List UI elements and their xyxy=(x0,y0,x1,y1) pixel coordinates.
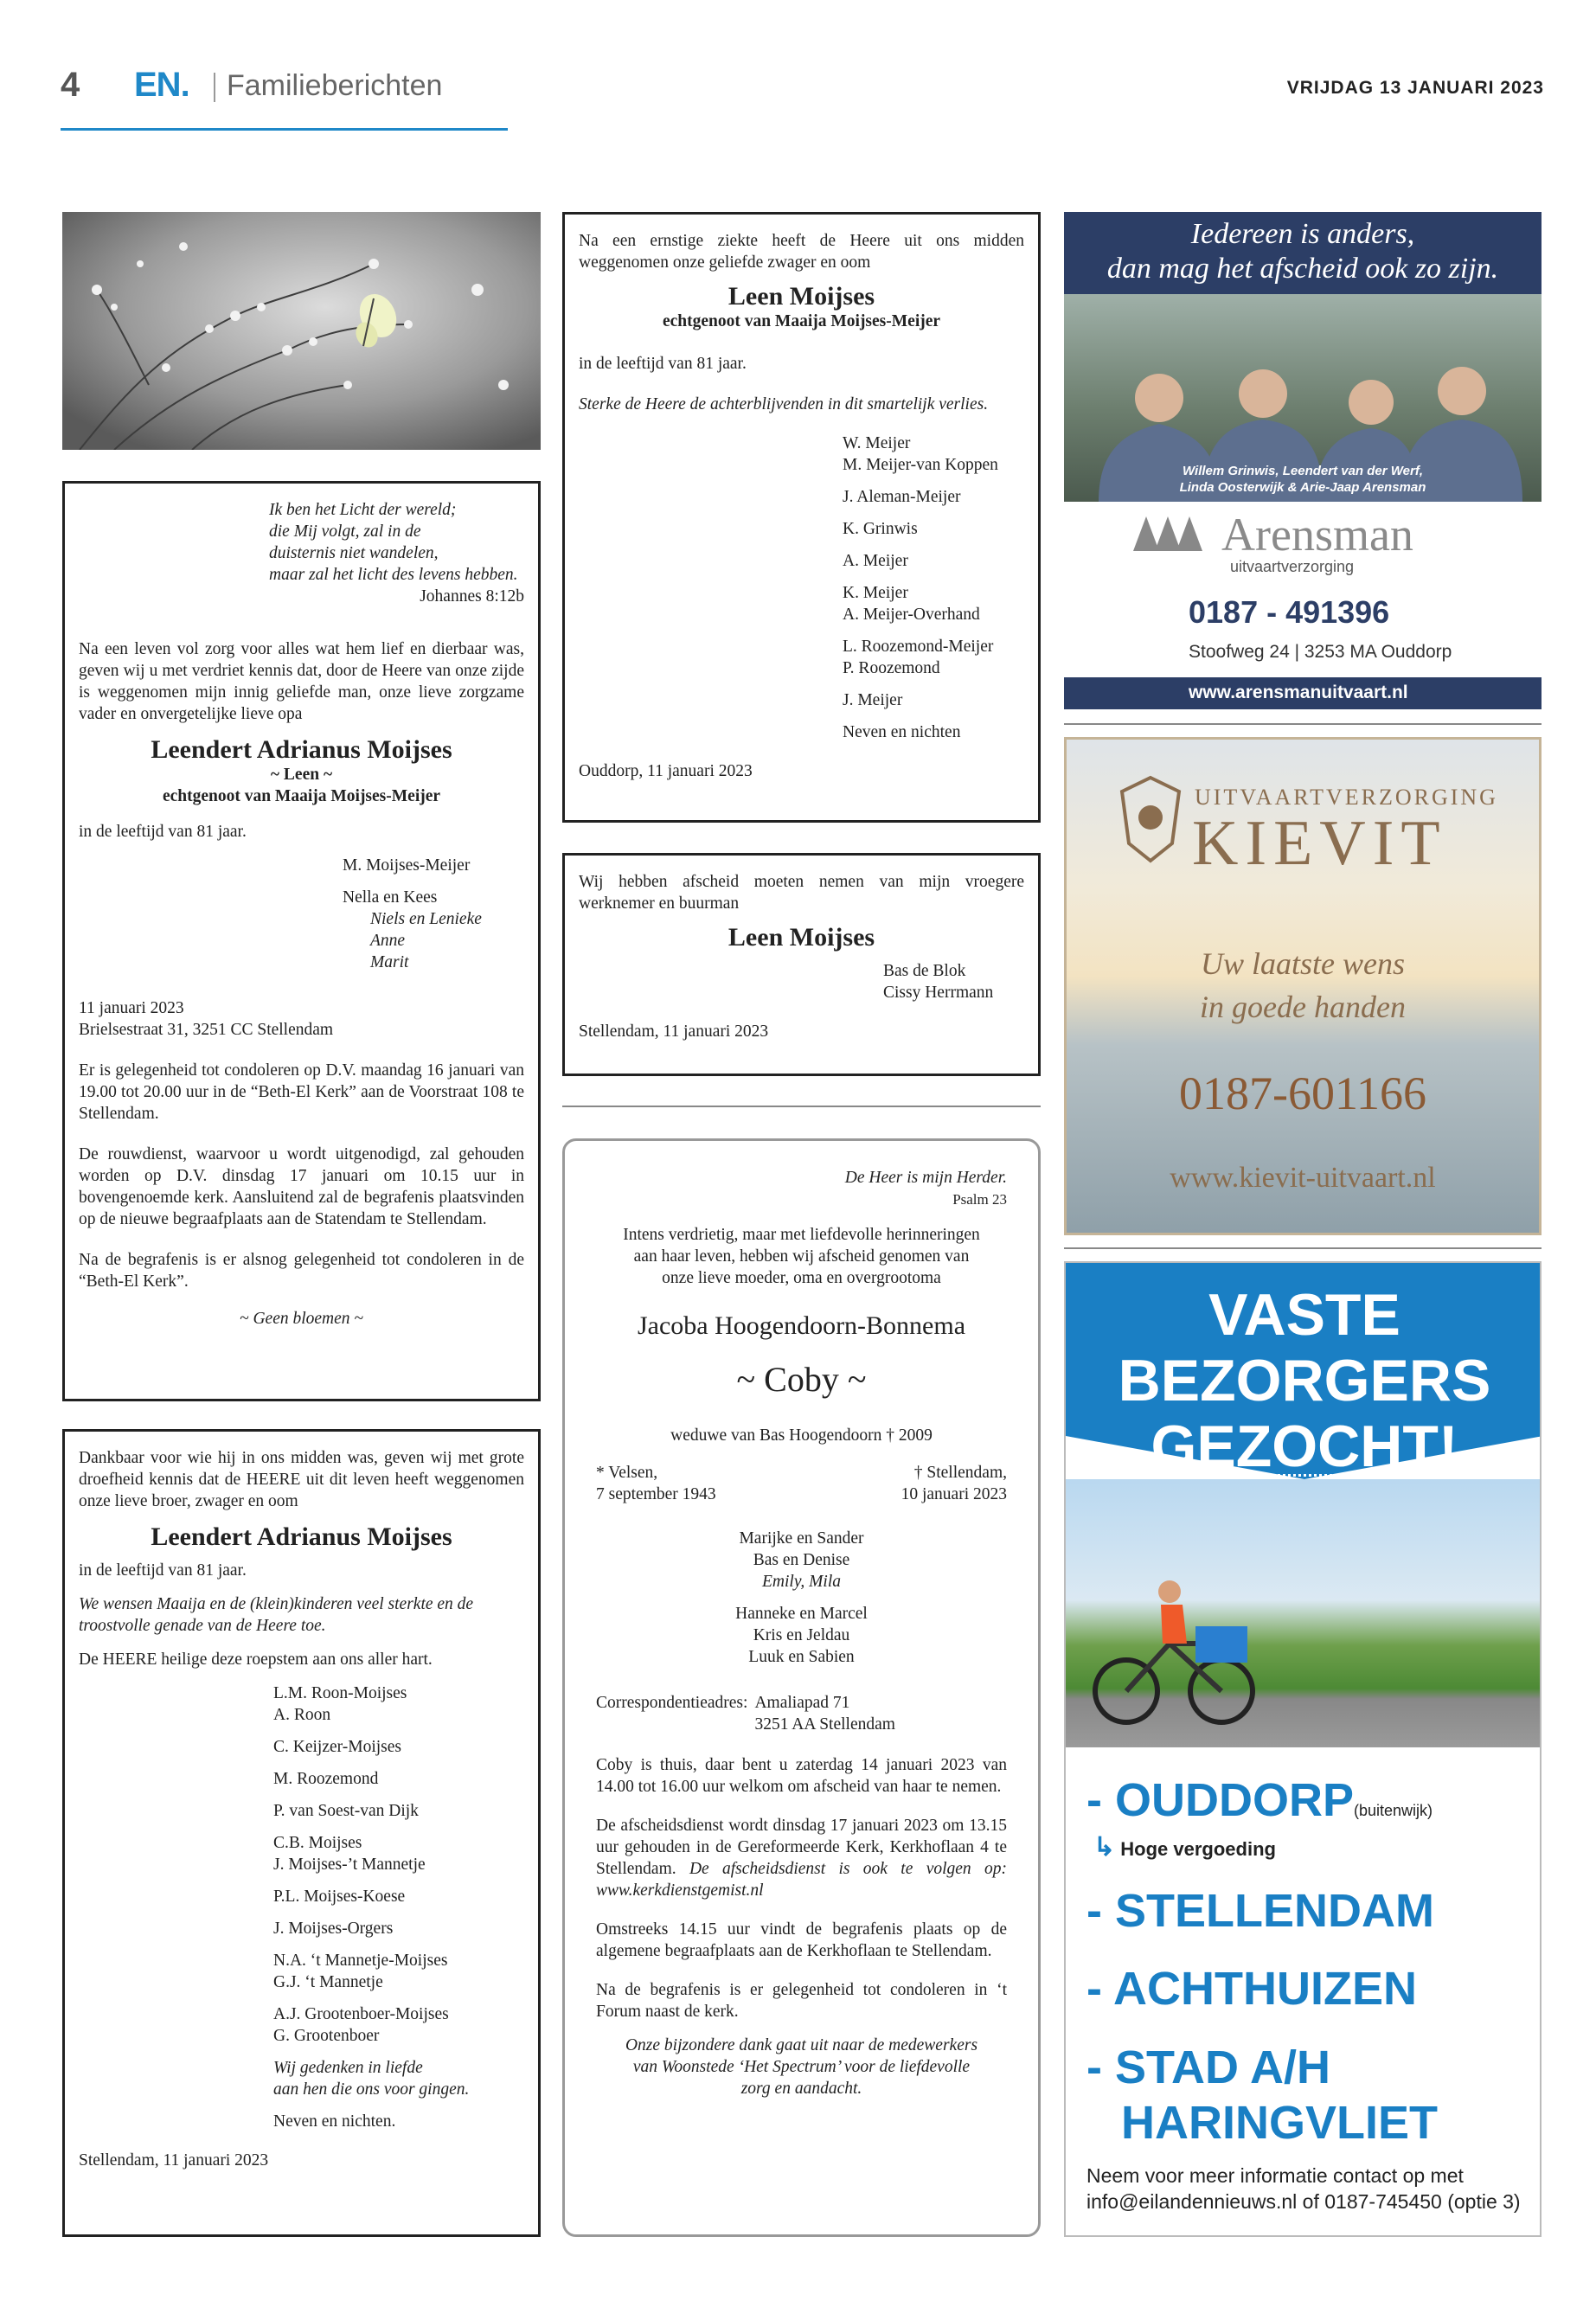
deceased-name: Leen Moijses xyxy=(727,282,875,311)
family-member: Luuk en Sabien xyxy=(748,1648,855,1666)
arensman-phone[interactable]: 0187 - 491396 xyxy=(1189,594,1390,630)
family-member: K. Grinwis xyxy=(843,520,918,538)
grandchild: Emily, Mila xyxy=(762,1573,841,1591)
deceased-age: in de leeftijd van 81 jaar. xyxy=(579,355,747,373)
family-group: N.A. ‘t Mannetje-Moijses G.J. ‘t Mannetje xyxy=(273,1952,448,1991)
death-notice-inlaws xyxy=(562,212,1041,823)
signer: Bas de Blok xyxy=(883,962,966,980)
deceased-age: in de leeftijd van 81 jaar. xyxy=(79,823,247,841)
family-member: A. Meijer xyxy=(843,552,908,570)
family-member: M. Moijses-Meijer xyxy=(343,856,471,875)
grandchild: Niels en Lenieke xyxy=(370,910,482,928)
correspondence-address: Correspondentieadres: Amaliapad 71 3251 AA Stellendam xyxy=(596,1694,895,1734)
deceased-nickname: ~ Coby ~ xyxy=(736,1360,867,1399)
after-funeral-info: Na de begrafenis is er gelegenheid tot condoleren in ‘t Forum naast de kerk. xyxy=(596,1981,1007,2021)
kievit-brand: KIEVIT xyxy=(1192,808,1447,879)
family-member: C. Keijzer-Moijses xyxy=(273,1738,401,1756)
family-list xyxy=(273,1682,524,2132)
location-achthuizen: - ACHTHUIZEN xyxy=(1086,1963,1417,2015)
location-stad-haringvliet: - STAD A/H HARINGVLIET xyxy=(1086,2041,1439,2149)
arrow-icon: ↳ xyxy=(1093,1833,1116,1862)
family-list xyxy=(343,855,524,973)
burial-info: Omstreeks 14.15 uur vindt de begrafenis plaats op de algemene begraafplaats aan de Kerkhoflaan te Stellendam. xyxy=(596,1920,1007,1960)
deceased-spouse: echtgenoot van Maaija Moijses-Meijer xyxy=(662,312,941,330)
family-member: Hanneke en Marcel xyxy=(735,1605,868,1623)
notice-intro: Dankbaar voor wie hij in ons midden was, geven wij met grote droefheid kennis dat de HEERE uit dit leven heeft weggenomen onze lieve broer, zwager en oom xyxy=(79,1449,524,1510)
condolence-wish: We wensen Maaija en de (klein)kinderen veel sterkte en de troostvolle genade van de Heere toe. xyxy=(79,1595,474,1635)
cyclist-photo xyxy=(1066,1479,1542,1747)
deceased-name: Leen Moijses xyxy=(727,923,875,952)
verse-line: Ik ben het Licht der wereld; xyxy=(269,501,457,519)
closing-line: De HEERE heilige deze roepstem aan ons aller hart. xyxy=(79,1650,433,1669)
deceased-spouse: echtgenoot van Maaija Moijses-Meijer xyxy=(162,787,441,805)
thanks-note: Onze bijzondere dank gaat uit naar de medewerkers van Woonstede ‘Het Spectrum’ voor de liefdevolle zorg en aandacht. xyxy=(625,2036,978,2098)
condolence-info: Er is gelegenheid tot condoleren op D.V. maandag 16 januari van 19.00 tot 20.00 uur in de “Beth-El Kerk” aan de Voorstraat 108 te Stellendam. xyxy=(79,1061,524,1123)
no-flowers-note: ~ Geen bloemen ~ xyxy=(240,1310,363,1328)
bible-verse xyxy=(269,499,524,586)
verse-reference: Johannes 8:12b xyxy=(420,587,524,606)
kievit-label: UITVAARTVERZORGING xyxy=(1195,785,1498,810)
deceased-name: Leendert Adrianus Moijses xyxy=(151,735,452,764)
condolence-wish: Sterke de Heere de achterblijvenden in dit smartelijk verlies. xyxy=(579,395,989,413)
family-member: J. Moijses-Orgers xyxy=(273,1920,394,1938)
location-ouddorp: - OUDDORP(buitenwijk) xyxy=(1086,1774,1433,1826)
family-member: P. van Soest-van Dijk xyxy=(273,1802,419,1820)
family-member: P.L. Moijses-Koese xyxy=(273,1888,406,1906)
verse-reference: Psalm 23 xyxy=(952,1191,1007,1208)
family-member: Neven en nichten. xyxy=(273,2112,396,2131)
death-notice-coby xyxy=(562,1138,1041,2237)
header-rule xyxy=(61,128,508,131)
arensman-logo-icon xyxy=(1133,516,1220,551)
family-group: L.M. Roon-Moijses A. Roon xyxy=(273,1684,407,1724)
service-info: De rouwdienst, waarvoor u wordt uitgenodigd, zal gehouden worden op D.V. dinsdag 17 januari om 10.15 uur in bovengenoemde kerk. Aansluitend zal de begrafenis plaatsvinden op de nieuwe begraafplaats aan de Statendam te Stellendam. xyxy=(79,1145,524,1228)
verse-line: maar zal het licht des levens hebben. xyxy=(269,566,518,584)
arensman-brand: Arensman xyxy=(1221,509,1413,561)
column-divider xyxy=(562,1106,1041,1107)
family-group: L. Roozemond-Meijer P. Roozemond xyxy=(843,638,994,677)
header-divider xyxy=(214,73,215,102)
family-member: Kris en Jeldau xyxy=(753,1626,850,1644)
arensman-url[interactable]: www.arensmanuitvaart.nl xyxy=(1189,683,1408,702)
family-member: M. Roozemond xyxy=(273,1770,379,1788)
life-dates xyxy=(596,1462,1007,1505)
signer: Cissy Herrmann xyxy=(883,984,994,1002)
widow-line: weduwe van Bas Hoogendoorn † 2009 xyxy=(670,1426,933,1445)
viewing-info: Coby is thuis, daar bent u zaterdag 14 januari 2023 van 14.00 tot 16.00 uur welkom om afscheid van haar te nemen. xyxy=(596,1756,1007,1796)
grandchild: Anne xyxy=(370,932,406,950)
arensman-brand-sub: uitvaartverzorging xyxy=(1230,558,1355,575)
notice-intro: Wij hebben afscheid moeten nemen van mijn vroegere werknemer en buurman xyxy=(579,873,1024,913)
deceased-name: Leendert Adrianus Moijses xyxy=(151,1522,452,1551)
notice-intro: Na een leven vol zorg voor alles wat hem lief en dierbaar was, geven wij u met verdriet kennis dat, door de Heere van onze zijde is weggenomen mijn innig geliefde man, onze lieve zorgzame vader en onvergetelijke lieve opa xyxy=(79,640,524,723)
birth-date: 7 september 1943 xyxy=(596,1485,716,1503)
signers xyxy=(883,960,1024,1003)
arensman-slogan: Iedereen is anders, dan mag het afscheid ook zo zijn. xyxy=(1106,218,1499,285)
ad-divider xyxy=(1064,1247,1542,1249)
place-date: Stellendam, 11 januari 2023 xyxy=(579,1022,769,1041)
place-date: Stellendam, 11 januari 2023 xyxy=(79,2151,269,2170)
deceased-age: in de leeftijd van 81 jaar. xyxy=(79,1561,247,1580)
death-notice-employer xyxy=(562,853,1041,1076)
newspaper-logo[interactable]: EN. xyxy=(134,66,189,104)
family-member: Neven en nichten xyxy=(843,723,961,741)
grandchild: Marit xyxy=(370,953,409,971)
ad-arensman[interactable] xyxy=(1064,212,1542,709)
family-member: Nella en Kees xyxy=(343,888,438,907)
bible-verse: De Heer is mijn Herder. xyxy=(844,1169,1007,1187)
kievit-slogan: Uw laatste wens in goede handen xyxy=(1200,946,1406,1024)
verse-line: duisternis niet wandelen, xyxy=(269,544,439,562)
page-number: 4 xyxy=(61,66,80,104)
family-list xyxy=(596,1528,1007,1668)
notice-date: 11 januari 2023 xyxy=(79,999,184,1017)
notice-intro: Intens verdrietig, maar met liefdevolle herinneringen aan haar leven, hebben wij afscheid genomen van onze lieve moeder, oma en overgrootoma xyxy=(623,1226,980,1287)
ad-delivery-recruitment[interactable] xyxy=(1064,1261,1542,2237)
deceased-nickname: ~ Leen ~ xyxy=(270,766,333,784)
kievit-phone[interactable]: 0187-601166 xyxy=(1179,1067,1426,1119)
death-notice-siblings xyxy=(62,1429,541,2237)
death-date: 10 januari 2023 xyxy=(901,1485,1007,1503)
family-member: Bas en Denise xyxy=(753,1551,850,1569)
service-info: De afscheidsdienst wordt dinsdag 17 januari 2023 om 13.15 uur gehouden in de Gereformeerde Kerk, Kerkhoflaan 4 te Stellendam. De afscheidsdienst is ook te volgen op: www.kerkdienstgemist.nl xyxy=(596,1817,1007,1900)
issue-date: VRIJDAG 13 JANUARI 2023 xyxy=(1286,78,1544,98)
location-stellendam: - STELLENDAM xyxy=(1086,1885,1434,1937)
arensman-address: Stoofweg 24 | 3253 MA Ouddorp xyxy=(1189,642,1452,662)
deceased-name: Jacoba Hoogendoorn-Bonnema xyxy=(637,1311,966,1340)
death-notice-family xyxy=(62,481,541,1401)
family-member: J. Aleman-Meijer xyxy=(843,488,961,506)
after-funeral-info: Na de begrafenis is er alsnog gelegenheid tot condoleren in de “Beth-El Kerk”. xyxy=(79,1251,524,1291)
birth-place: * Velsen, xyxy=(596,1464,658,1482)
verse-line: die Mij volgt, zal in de xyxy=(269,522,421,541)
place-date: Ouddorp, 11 januari 2023 xyxy=(579,762,753,780)
bezorgers-headline: VASTE BEZORGERS GEZOCHT! xyxy=(1118,1282,1491,1479)
ad-kievit[interactable] xyxy=(1064,737,1542,1235)
kievit-url[interactable]: www.kievit-uitvaart.nl xyxy=(1170,1162,1436,1194)
memorial-line: aan hen die ons voor gingen. xyxy=(273,2080,470,2099)
section-title: Familieberichten xyxy=(227,69,443,102)
family-list xyxy=(843,433,1024,743)
ad-divider xyxy=(1064,723,1542,725)
location-ouddorp-sub: ↳ Hoge vergoeding xyxy=(1093,1833,1276,1862)
kievit-crest-icon xyxy=(1118,774,1183,864)
family-group: K. Meijer A. Meijer-Overhand xyxy=(843,584,980,624)
family-member: J. Meijer xyxy=(843,691,903,709)
contact-info[interactable]: Neem voor meer informatie contact op met info@eilandennieuws.nl of 0187-745450 (optie 3) xyxy=(1086,2164,1521,2213)
home-address: Brielsestraat 31, 3251 CC Stellendam xyxy=(79,1021,334,1039)
notice-intro: Na een ernstige ziekte heeft de Heere uit ons midden weggenomen onze geliefde zwager en oom xyxy=(579,232,1024,272)
family-group: A.J. Grootenboer-Moijses G. Grootenboer xyxy=(273,2005,449,2045)
family-member: Marijke en Sander xyxy=(739,1529,864,1548)
arensman-caption: Willem Grinwis, Leendert van der Werf, Linda Oosterwijk & Arie-Jaap Arensman xyxy=(1179,464,1426,495)
family-group: W. Meijer M. Meijer-van Koppen xyxy=(843,434,998,474)
death-place: † Stellendam, xyxy=(913,1464,1007,1482)
family-group: C.B. Moijses J. Moijses-’t Mannetje xyxy=(273,1834,426,1874)
memorial-line: Wij gedenken in liefde xyxy=(273,2059,423,2077)
flower-butterfly-photo xyxy=(62,212,541,450)
